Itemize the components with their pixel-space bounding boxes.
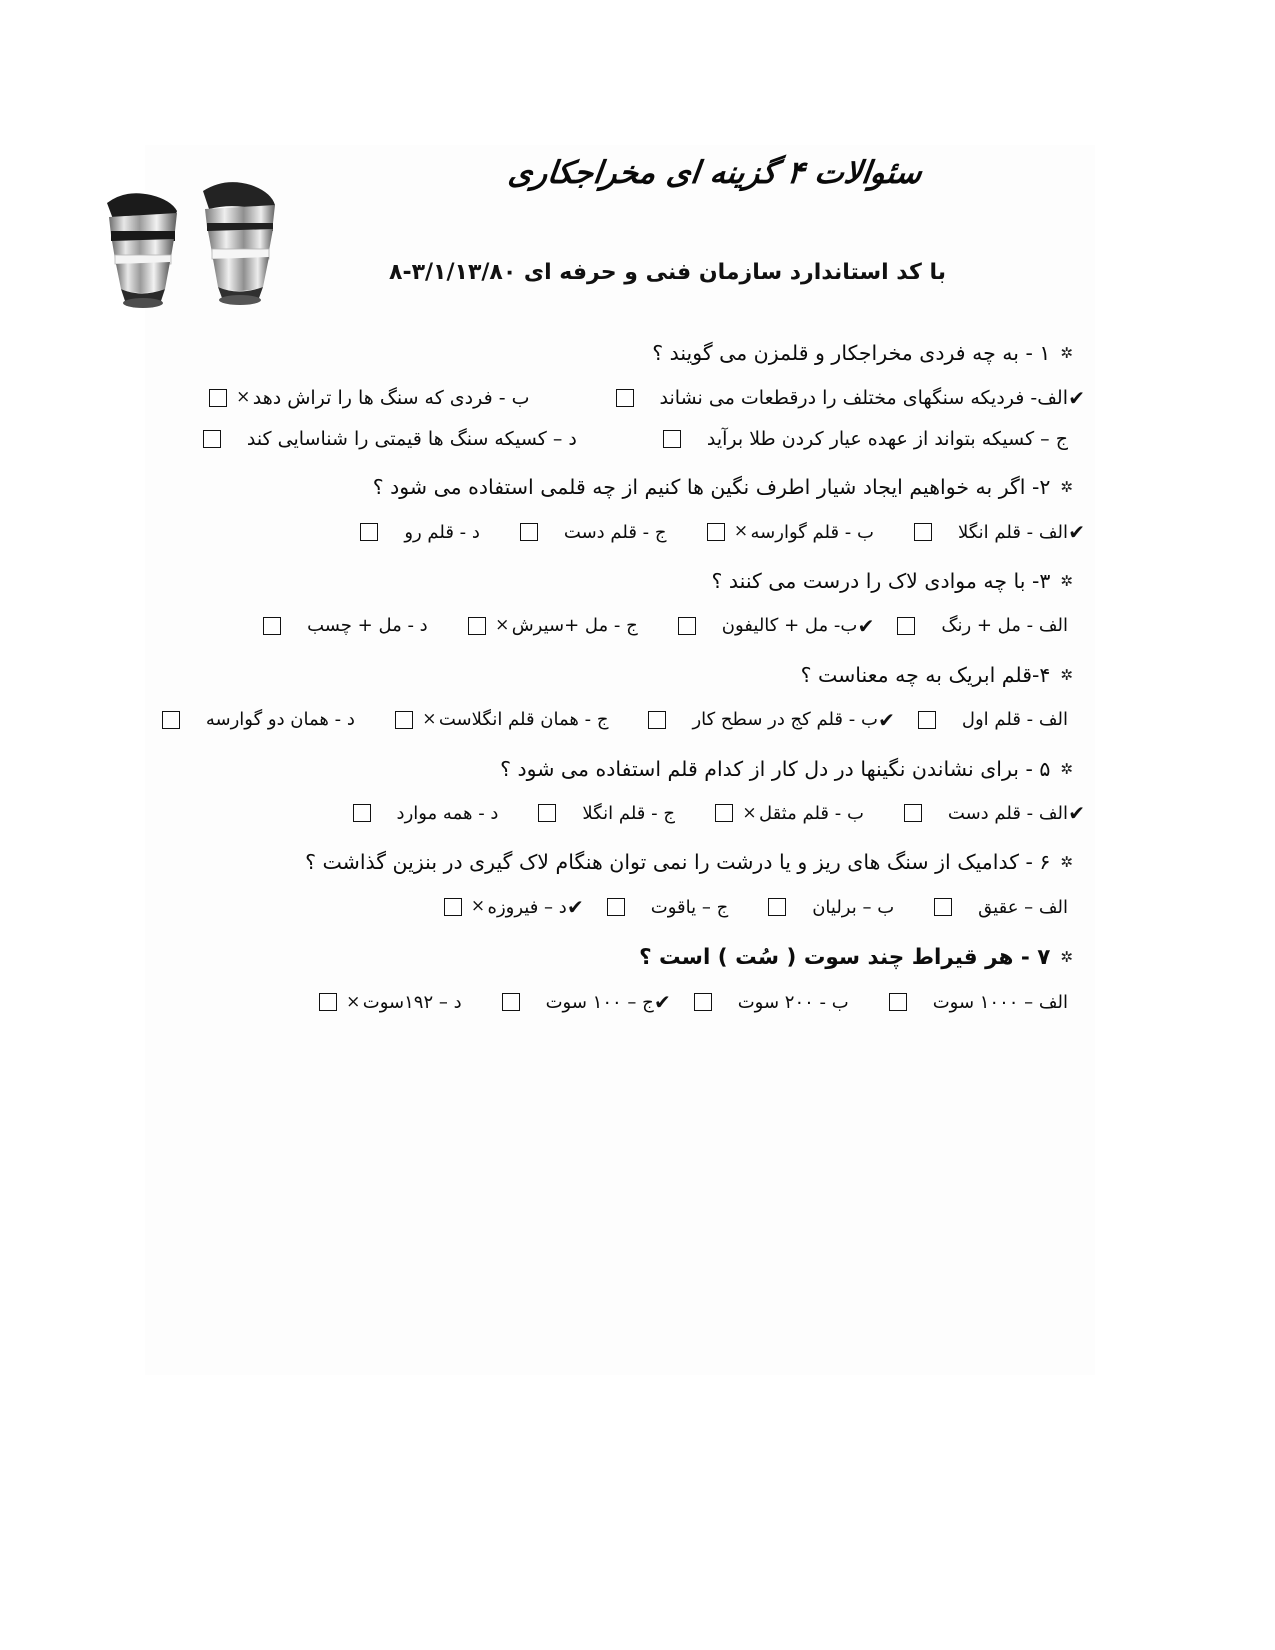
option-checkbox[interactable] [918,711,936,729]
option-۳-2[interactable] [669,611,875,641]
question-bullet-icon: ✲ [1060,853,1073,872]
mark-placeholder [924,613,939,639]
question-block [145,329,1095,459]
answer-tick-icon: ✔ [1068,520,1085,545]
option-checkbox[interactable] [203,430,221,448]
option-checkbox[interactable] [319,993,337,1011]
option-row [145,605,1095,647]
option-label: د - همه موارد [396,802,499,824]
question-۵ [145,745,1095,793]
question-block [145,745,1095,835]
option-label: ج - قلم دست [563,521,667,543]
option-checkbox[interactable] [395,711,413,729]
answer-tick-icon: ✔ [1068,801,1085,826]
question-text: ۲- اگر به خواهیم ایجاد شیار اطرف نگین ها کنیم از چه قلمی استفاده می شود ؟ [372,475,1051,500]
option-label: د – ۱۹۲سوت [362,991,462,1013]
mark-placeholder [290,613,305,639]
mark-placeholder [565,801,580,827]
mark-placeholder [643,385,658,411]
option-checkbox[interactable] [897,617,915,635]
option-۵-4[interactable] [344,800,516,827]
option-۳-4[interactable] [254,612,445,639]
question-block [145,557,1095,647]
question-text: ۵ - برای نشاندن نگینها در دل کار از کدام قلم استفاده می شود ؟ [500,756,1051,781]
option-checkbox[interactable] [889,993,907,1011]
mark-placeholder [931,801,946,827]
option-row [145,511,1095,553]
mark-placeholder [690,426,705,452]
option-checkbox[interactable] [694,993,712,1011]
answer-tick-icon: ✔ [1068,385,1085,410]
option-label: د - مل + چسب [307,615,428,637]
option-label: ج - قلم انگلا [582,802,675,824]
option-۷-3[interactable] [493,987,671,1017]
option-label: د - قلم رو [404,521,480,543]
mark-placeholder [669,519,684,545]
question-block [145,838,1095,928]
question-۶ [145,838,1095,886]
question-۷ [145,932,1095,981]
option-label: الف - مل + رنگ [941,615,1068,637]
mark-placeholder [230,426,245,452]
option-row [145,886,1095,928]
mark-placeholder [1070,894,1085,920]
mark-placeholder [547,519,562,545]
option-۲-3[interactable] [511,519,684,546]
mark-placeholder [1070,613,1085,639]
option-label: الف - قلم انگلا [957,521,1068,543]
mark-placeholder [721,990,736,1016]
option-label: ب - قلم کج در سطح کار [692,709,878,731]
option-checkbox[interactable] [162,711,180,729]
question-text: ۷ - هر قیراط چند سوت ( سُت ) است ؟ [639,945,1051,971]
option-checkbox[interactable] [707,523,725,541]
mark-placeholder [730,894,745,920]
option-۶-3[interactable] [598,894,745,921]
option-۱-2[interactable] [200,384,547,413]
mark-placeholder [945,707,960,733]
option-checkbox[interactable] [444,898,462,916]
option-label: ج – ۱۰۰ سوت [545,991,654,1013]
option-checkbox[interactable] [209,389,227,407]
mark-placeholder [675,707,690,733]
answer-tick-icon: ✔ [653,990,671,1015]
mark-placeholder [876,519,891,545]
question-text: ۶ - کدامیک از سنگ های ریز و یا درشت را نمی توان هنگام لاک گیری در بنزین گذاشت ؟ [305,850,1051,875]
option-label: د - همان دو گوارسه [205,709,355,731]
option-۳-1[interactable] [888,612,1085,639]
option-۷-4[interactable] [310,989,479,1016]
answer-tick-icon: ✔ [567,895,584,920]
mark-placeholder [189,707,204,733]
question-block [145,932,1095,1023]
question-bullet-icon: ✲ [1060,948,1073,967]
option-row [145,377,1095,419]
option-۱-1[interactable] [654,425,1085,454]
question-text: ۳- با چه موادی لاک را درست می کنند ؟ [711,569,1051,594]
exam-sheet [145,145,1095,1375]
question-۱ [145,329,1095,377]
mark-placeholder [640,613,655,639]
question-block [145,651,1095,741]
mark-placeholder [464,990,479,1016]
mark-placeholder [610,707,625,733]
option-label: الف- فردیکه سنگهای مختلف را درقطعات می نشاند [659,386,1068,409]
option-row [145,792,1095,834]
mark-placeholder [677,801,692,827]
option-۶-2[interactable] [759,894,911,921]
question-۴ [145,651,1095,699]
option-checkbox[interactable] [353,804,371,822]
mark-placeholder [1070,707,1085,733]
option-row [145,699,1095,741]
option-۴-3[interactable] [386,706,626,733]
mark-placeholder [430,613,445,639]
option-label: ب – برلیان [812,896,895,918]
option-label: الف - قلم اول [961,709,1068,731]
option-label: ب - قلم مثقل [758,802,864,824]
answer-tick-icon: ✔ [857,613,875,638]
mark-placeholder [482,519,497,545]
option-row [145,419,1095,460]
questions-list [145,329,1095,1023]
option-۵-2[interactable] [706,800,881,827]
answer-cross-icon: × [470,896,486,917]
option-checkbox[interactable] [768,898,786,916]
answer-cross-icon: × [346,991,361,1012]
option-۵-1[interactable] [895,798,1085,828]
option-label: د – فیروزه [487,896,567,918]
mark-placeholder [634,894,649,920]
option-row [145,981,1095,1023]
option-۱-1[interactable] [607,383,1085,413]
option-checkbox[interactable] [263,617,281,635]
option-label: ج – کسیکه بتواند از عهده عیار کردن طلا برآید [706,427,1068,450]
option-checkbox[interactable] [934,898,952,916]
question-bullet-icon: ✲ [1060,478,1073,497]
answer-cross-icon: × [422,708,437,729]
option-۲-4[interactable] [351,519,497,546]
option-۱-2[interactable] [194,425,594,454]
mark-placeholder [961,894,976,920]
option-checkbox[interactable] [360,523,378,541]
option-label: ب - ۲۰۰ سوت [737,991,849,1013]
option-checkbox[interactable] [904,804,922,822]
question-۳ [145,557,1095,605]
mark-placeholder [896,894,911,920]
option-۲-2[interactable] [698,519,891,546]
mark-placeholder [705,613,720,639]
option-label: ب - فردی که سنگ ها را تراش دهد [252,386,530,409]
mark-placeholder [529,990,544,1016]
answer-cross-icon: × [733,521,749,542]
option-checkbox[interactable] [502,993,520,1011]
mark-placeholder [851,990,866,1016]
mark-placeholder [866,801,881,827]
option-checkbox[interactable] [468,617,486,635]
mark-placeholder [380,801,395,827]
mark-placeholder [579,426,594,452]
question-text: ۱ - به چه فردی مخراجکار و قلمزن می گویند ؟ [652,341,1051,365]
option-label: ج – یاقوت [650,896,729,918]
option-۶-1[interactable] [925,894,1085,921]
option-label: الف – عقیق [978,896,1068,918]
answer-cross-icon: × [236,387,251,408]
mark-placeholder [795,894,810,920]
option-۴-2[interactable] [639,705,894,735]
question-bullet-icon: ✲ [1060,572,1073,591]
option-۷-2[interactable] [685,989,866,1016]
option-label: ج - همان قلم انگلاست [438,709,609,731]
option-checkbox[interactable] [520,523,538,541]
option-label: الف - قلم دست [947,802,1068,824]
mark-placeholder [1070,426,1085,452]
option-checkbox[interactable] [678,617,696,635]
option-label: د – کسیکه سنگ ها قیمتی را شناسایی کند [246,427,577,450]
question-bullet-icon: ✲ [1060,759,1073,778]
option-۳-3[interactable] [459,612,655,639]
mark-placeholder [387,519,402,545]
page-title: سئوالات ۴ گزینه ای مخراجکاری [506,155,924,191]
question-text: ۴-قلم ابریک به چه معناست ؟ [800,662,1051,687]
option-۷-1[interactable] [880,989,1085,1016]
answer-cross-icon: × [495,615,510,636]
option-checkbox[interactable] [914,523,932,541]
engraving-tools-photo [85,165,300,315]
question-block [145,463,1095,553]
option-checkbox[interactable] [648,711,666,729]
option-label: ب - قلم گوارسه [750,521,874,543]
option-checkbox[interactable] [663,430,681,448]
question-bullet-icon: ✲ [1060,665,1073,684]
option-label: ج - مل +سیرش [511,615,638,637]
mark-placeholder [916,990,931,1016]
option-checkbox[interactable] [715,804,733,822]
option-۶-4[interactable] [435,892,584,922]
mark-placeholder [357,707,372,733]
answer-tick-icon: ✔ [878,707,895,732]
mark-placeholder [532,385,547,411]
option-۵-3[interactable] [529,800,692,827]
standard-code-subtitle: با کد استاندارد سازمان فنی و حرفه ای ۳/۱/۱۳/۸۰-۸ [389,260,946,285]
option-label: ب- مل + کالیفون [721,615,858,637]
mark-placeholder [941,519,956,545]
option-۲-1[interactable] [905,517,1085,547]
mark-placeholder [1070,990,1085,1016]
option-۴-1[interactable] [909,706,1085,733]
answer-cross-icon: × [742,802,757,823]
option-checkbox[interactable] [616,389,634,407]
option-label: الف – ۱۰۰۰ سوت [932,991,1068,1013]
mark-placeholder [500,801,515,827]
option-checkbox[interactable] [607,898,625,916]
question-۲ [145,463,1095,511]
document-header [145,145,1095,325]
option-۴-4[interactable] [153,706,372,733]
option-checkbox[interactable] [538,804,556,822]
question-bullet-icon: ✲ [1060,344,1073,362]
